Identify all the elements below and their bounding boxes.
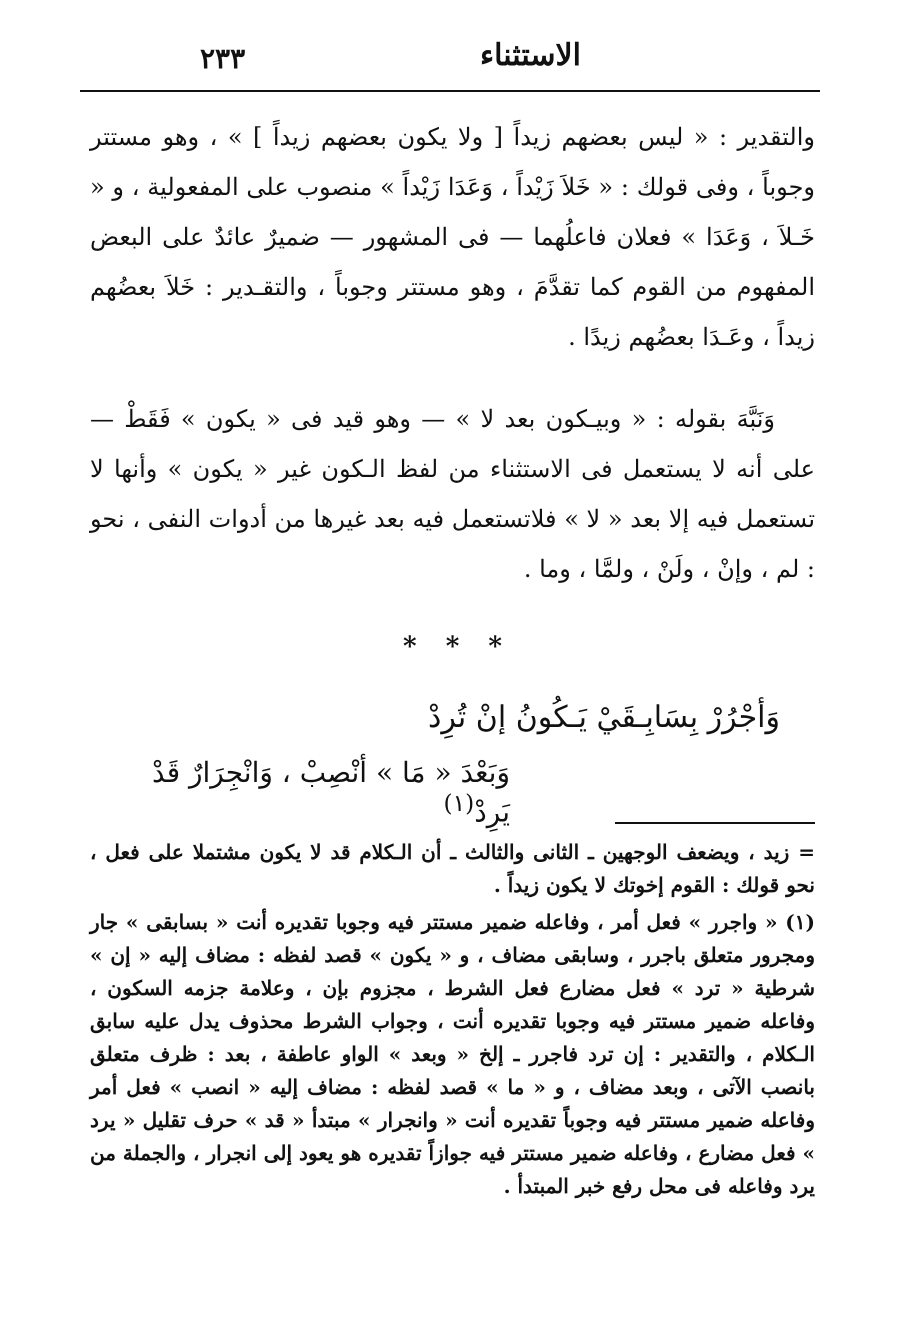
paragraph-1: والتقدير : « ليس بعضهم زيداً [ ولا يكون بعضهم زيداً ] » ، وهو مستتر وجوباً ، وفى قولك : « خَلاَ زَيْداً ، وَعَدَا زَيْداً » منصوب على المفعولية ، و « خَـلاَ ، وَعَدَا » فعلان فاعلُهما — فى المشهور — ضميرٌ عائدٌ على البعض المفهوم من القوم كما تقدَّمَ ، وهو مستتر وجوباً ، والتقـدير : خَلاَ بعضُهم زيداً ، وعَـدَا بعضُهم زيدًا . [90, 123, 815, 351]
chapter-title: الاستثناء [480, 38, 581, 73]
body-text [90, 112, 815, 594]
verse-line-2 [150, 756, 510, 828]
footnote-1: (١) « واجرر » فعل أمر ، وفاعله ضمير مستتر فيه وجوبا تقديره أنت « بسابقى » جار ومجرور متعلق باجرر ، وسابقى مضاف ، و « يكون » قصد لفظه : مضاف إليه « إن » شرطية « ترد » فعل مضارع فعل الشرط ، مجزوم بإن ، وعلامة جزمه السكون ، وفاعله ضمير مستتر فيه وجوبا تقديره أنت ، وجواب الشرط محذوف يدل عليه سابق الـكلام ، والتقدير : إن ترد فاجرر ـ إلخ « وبعد » الواو عاطفة ، بعد : ظرف متعلق بانصب الآتى ، وبعد مضاف ، و « ما » قصد لفظه : مضاف إليه « انصب » فعل أمر وفاعله ضمير مستتر فيه وجوباً تقديره أنت « وانجرار » مبتدأ « قد » حرف تقليل « يرد » فعل مضارع ، وفاعله ضمير مستتر فيه جوازاً تقديره هو يعود إلى انجرار ، والجملة من يرد وفاعله فى محل رفع خبر المبتدأ . [90, 910, 816, 1198]
header-rule [80, 90, 820, 92]
verse-line-1: وَأجْرُرْ بِسَابِـقَيْ يَـكُونُ إنْ تُرِدْ [428, 700, 780, 735]
section-separator: * * * [403, 632, 512, 662]
paragraph-2: وَنَبَّهَ بقوله : « وبيـكون بعد لا » — وهو قيد فى « يكون » فَقَطْ — على أنه لا يستعمل فى الاستثناء من لفظ الـكون غير « يكون » وأنها لا تستعمل فيه إلا بعد « لا » فلاتستعمل فيه بعد غيرها من أدوات النفى ، نحو : لم ، وإنْ ، ولَنْ ، ولمَّا ، وما . [90, 405, 815, 583]
footnote-marker: (١) [443, 789, 475, 817]
footnote-rule [615, 822, 815, 824]
verse-line-2-text: وَبَعْدَ « مَا » أنْصِبْ ، وَانْجِرَارٌ قَدْ يَرِدْ [152, 756, 510, 829]
running-head [80, 30, 820, 88]
footnote-continuation: = زيد ، ويضعف الوجهين ـ الثانى والثالث ـ أن الـكلام قد لا يكون مشتملا على فعل ، نحو قولك : القوم إخوتك لا يكون زيداً . [90, 840, 815, 897]
page-number: ٢٣٣ [200, 42, 246, 75]
footnotes [90, 836, 815, 1203]
